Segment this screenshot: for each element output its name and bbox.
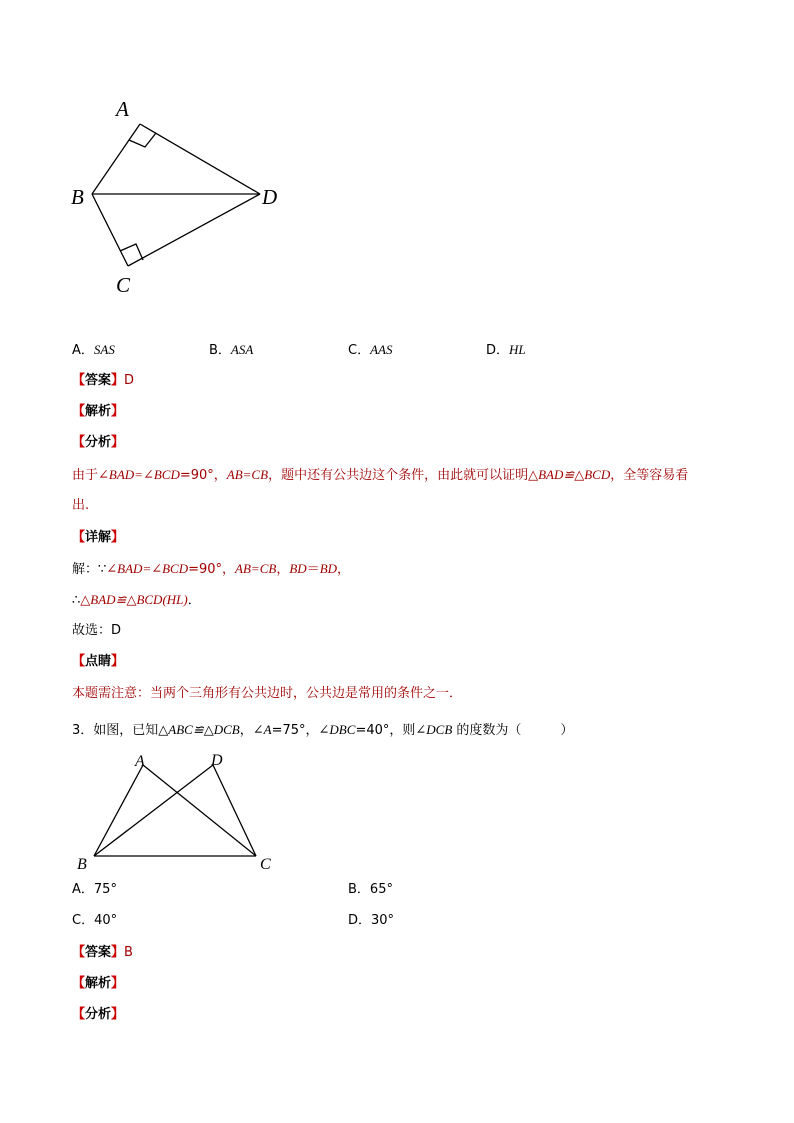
label-a: A	[116, 97, 129, 121]
xiangjie-line2: ∴△BAD≌△BCD(HL)．	[72, 592, 201, 608]
label-b: B	[77, 856, 87, 873]
label-c: C	[260, 856, 271, 873]
q3-stem: 3．如图，已知△ABC≌△DCB，∠A=75°，∠DBC=40°，则∠DCB 的度数为（ ）	[72, 722, 574, 738]
kite-figure	[60, 90, 300, 305]
segment-ac	[143, 765, 256, 856]
option-letter: A．	[72, 882, 94, 897]
triangles-figure	[70, 745, 285, 875]
segment-ad	[140, 124, 260, 194]
label-d: D	[262, 185, 278, 209]
answer-tag: 【答案】	[72, 945, 125, 960]
option-value: AAS	[370, 342, 393, 357]
jiexi-heading: 【解析】	[72, 404, 125, 419]
option-letter: B．	[348, 882, 370, 897]
option-value: 75°	[93, 882, 117, 897]
label-a: A	[135, 753, 145, 770]
q3-answer-line	[72, 944, 133, 962]
fenxi-text-line1: 由于∠BAD=∠BCD=90°，AB=CB，题中还有公共边这个条件，由此就可以证明△BAD≌△BCD，全等容易看	[72, 467, 689, 483]
label-d: D	[211, 752, 223, 769]
segment-dc	[213, 765, 256, 856]
option-value: HL	[509, 342, 526, 357]
fenxi-text-line2: 出.	[72, 498, 90, 513]
option-letter: A．	[72, 343, 94, 358]
xiangjie-line1: 解：∵∠BAD=∠BCD=90°，AB=CB，BD＝BD，	[72, 561, 351, 577]
option-letter: D．	[348, 913, 372, 928]
xiangjie-heading: 【详解】	[72, 530, 125, 545]
label-b: B	[71, 185, 84, 209]
option-c	[348, 341, 392, 360]
xiangjie-choice: 故选：D	[72, 623, 122, 638]
option-letter: B．	[209, 343, 231, 358]
answer-value: B	[124, 945, 133, 960]
option-value: SAS	[93, 342, 115, 357]
label-c: C	[116, 273, 131, 297]
q3-jiexi-heading: 【解析】	[72, 976, 125, 991]
option-letter: C．	[72, 913, 95, 928]
q3-option-d	[348, 912, 394, 930]
option-value: 40°	[94, 913, 118, 928]
segment-ba	[92, 124, 140, 194]
answer-tag: 【答案】	[72, 373, 125, 388]
option-letter: C．	[348, 343, 371, 358]
q3-option-b	[348, 881, 393, 899]
option-value: 65°	[369, 882, 393, 897]
answer-value: D	[124, 373, 135, 388]
dianjing-text: 本题需注意：当两个三角形有公共边时，公共边是常用的条件之一．	[72, 686, 463, 701]
fenxi-heading: 【分析】	[72, 435, 125, 450]
q3-option-a	[72, 881, 117, 899]
answer-line	[72, 372, 134, 390]
option-a	[72, 341, 115, 360]
q3-option-c	[72, 912, 117, 930]
option-letter: D．	[486, 343, 510, 358]
option-d	[486, 341, 526, 360]
dianjing-heading: 【点睛】	[72, 654, 125, 669]
segment-bd	[94, 765, 213, 856]
segment-cd	[128, 194, 260, 266]
q3-fenxi-heading: 【分析】	[72, 1007, 125, 1022]
segment-ba	[94, 765, 143, 856]
option-value: 30°	[371, 913, 395, 928]
option-value: ASA	[230, 342, 254, 357]
option-b	[209, 341, 253, 360]
segment-bc	[92, 194, 128, 266]
